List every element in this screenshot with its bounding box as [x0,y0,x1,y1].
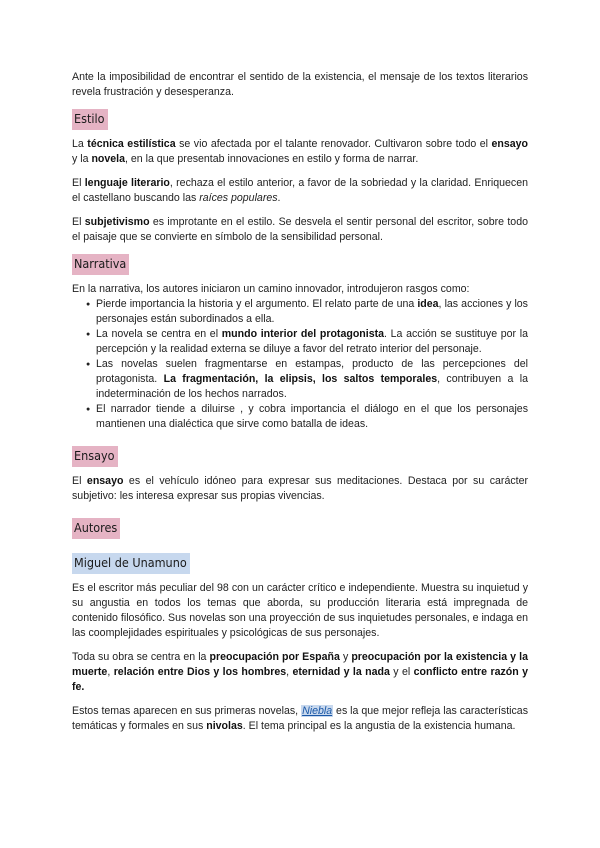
document-content [72,70,528,743]
unamuno-paragraph-2: Toda su obra se centra en la preocupación por España y preocupación por la existencia y la muerte, relación entre Dios y los hombres, eternidad y la nada y el conflicto entre razón y fe. [72,651,529,693]
unamuno-paragraph-1: Es el escritor más peculiar del 98 con un carácter crítico e independiente. Muestra su inquietud y su angustia en todos los temas que aborda, su producción literaria está impregnada de contenido filosófico. Sus novelas son una proyección de sus inquietudes personales, e indaga en las coomplejidades espirituales y psicológicas de sus personajes. [72,582,528,639]
estilo-paragraph-3: El subjetivismo es improtante en el estilo. Se desvela el sentir personal del escritor, sobre todo el paisaje que se convierte en símbolo de la sensibilidad personal. [72,216,528,243]
estilo-paragraph-1: La técnica estilística se vio afectada por el talante renovador. Cultivaron sobre todo el ensayo y la novela, en la que presentab innovaciones en estilo y forma de narrar. [72,138,528,165]
heading-autores: Autores [72,518,120,539]
list-item: ● Las novelas suelen fragmentarse en estampas, producto de las percepciones del protagonista. La fragmentación, la elipsis, los saltos temporales, contribuyen a la indeterminación de los hechos narrados. [72,357,528,402]
narrativa-intro: En la narrativa, los autores iniciaron un camino innovador, introdujeron rasgos como: [72,283,470,295]
list-item: ● Pierde importancia la historia y el argumento. El relato parte de una idea, las acciones y los personajes están subordinados a ella. [72,297,528,327]
niebla-link[interactable]: Niebla [302,705,333,717]
heading-miguel-de-unamuno: Miguel de Unamuno [72,553,190,574]
intro-paragraph: Ante la imposibilidad de encontrar el sentido de la existencia, el mensaje de los textos literarios revela frustración y desesperanza. [72,71,528,98]
heading-ensayo: Ensayo [72,446,118,467]
heading-narrativa: Narrativa [72,254,129,275]
list-item: ● El narrador tiende a diluirse , y cobra importancia el diálogo en el que los personajes mantienen una dialéctica que sirve como batalla de ideas. [72,402,528,432]
estilo-paragraph-2: El lenguaje literario, rechaza el estilo anterior, a favor de la sobriedad y la claridad. Enriquecen el castellano buscando las raíces populares. [72,177,528,204]
list-item: ● La novela se centra en el mundo interior del protagonista. La acción se sustituye por la percepción y la realidad externa se diluye a favor del retrato interior del personaje. [72,327,528,357]
narrativa-list [72,297,528,432]
unamuno-paragraph-3: Estos temas aparecen en sus primeras novelas, Niebla es la que mejor refleja las características temáticas y formales en sus nivolas. El tema principal es la angustia de la existencia humana. [72,705,528,732]
heading-estilo: Estilo [72,109,108,130]
ensayo-paragraph: El ensayo es el vehículo idóneo para expresar sus meditaciones. Destaca por su carácter subjetivo: les interesa expresar sus propias vivencias. [72,475,528,502]
